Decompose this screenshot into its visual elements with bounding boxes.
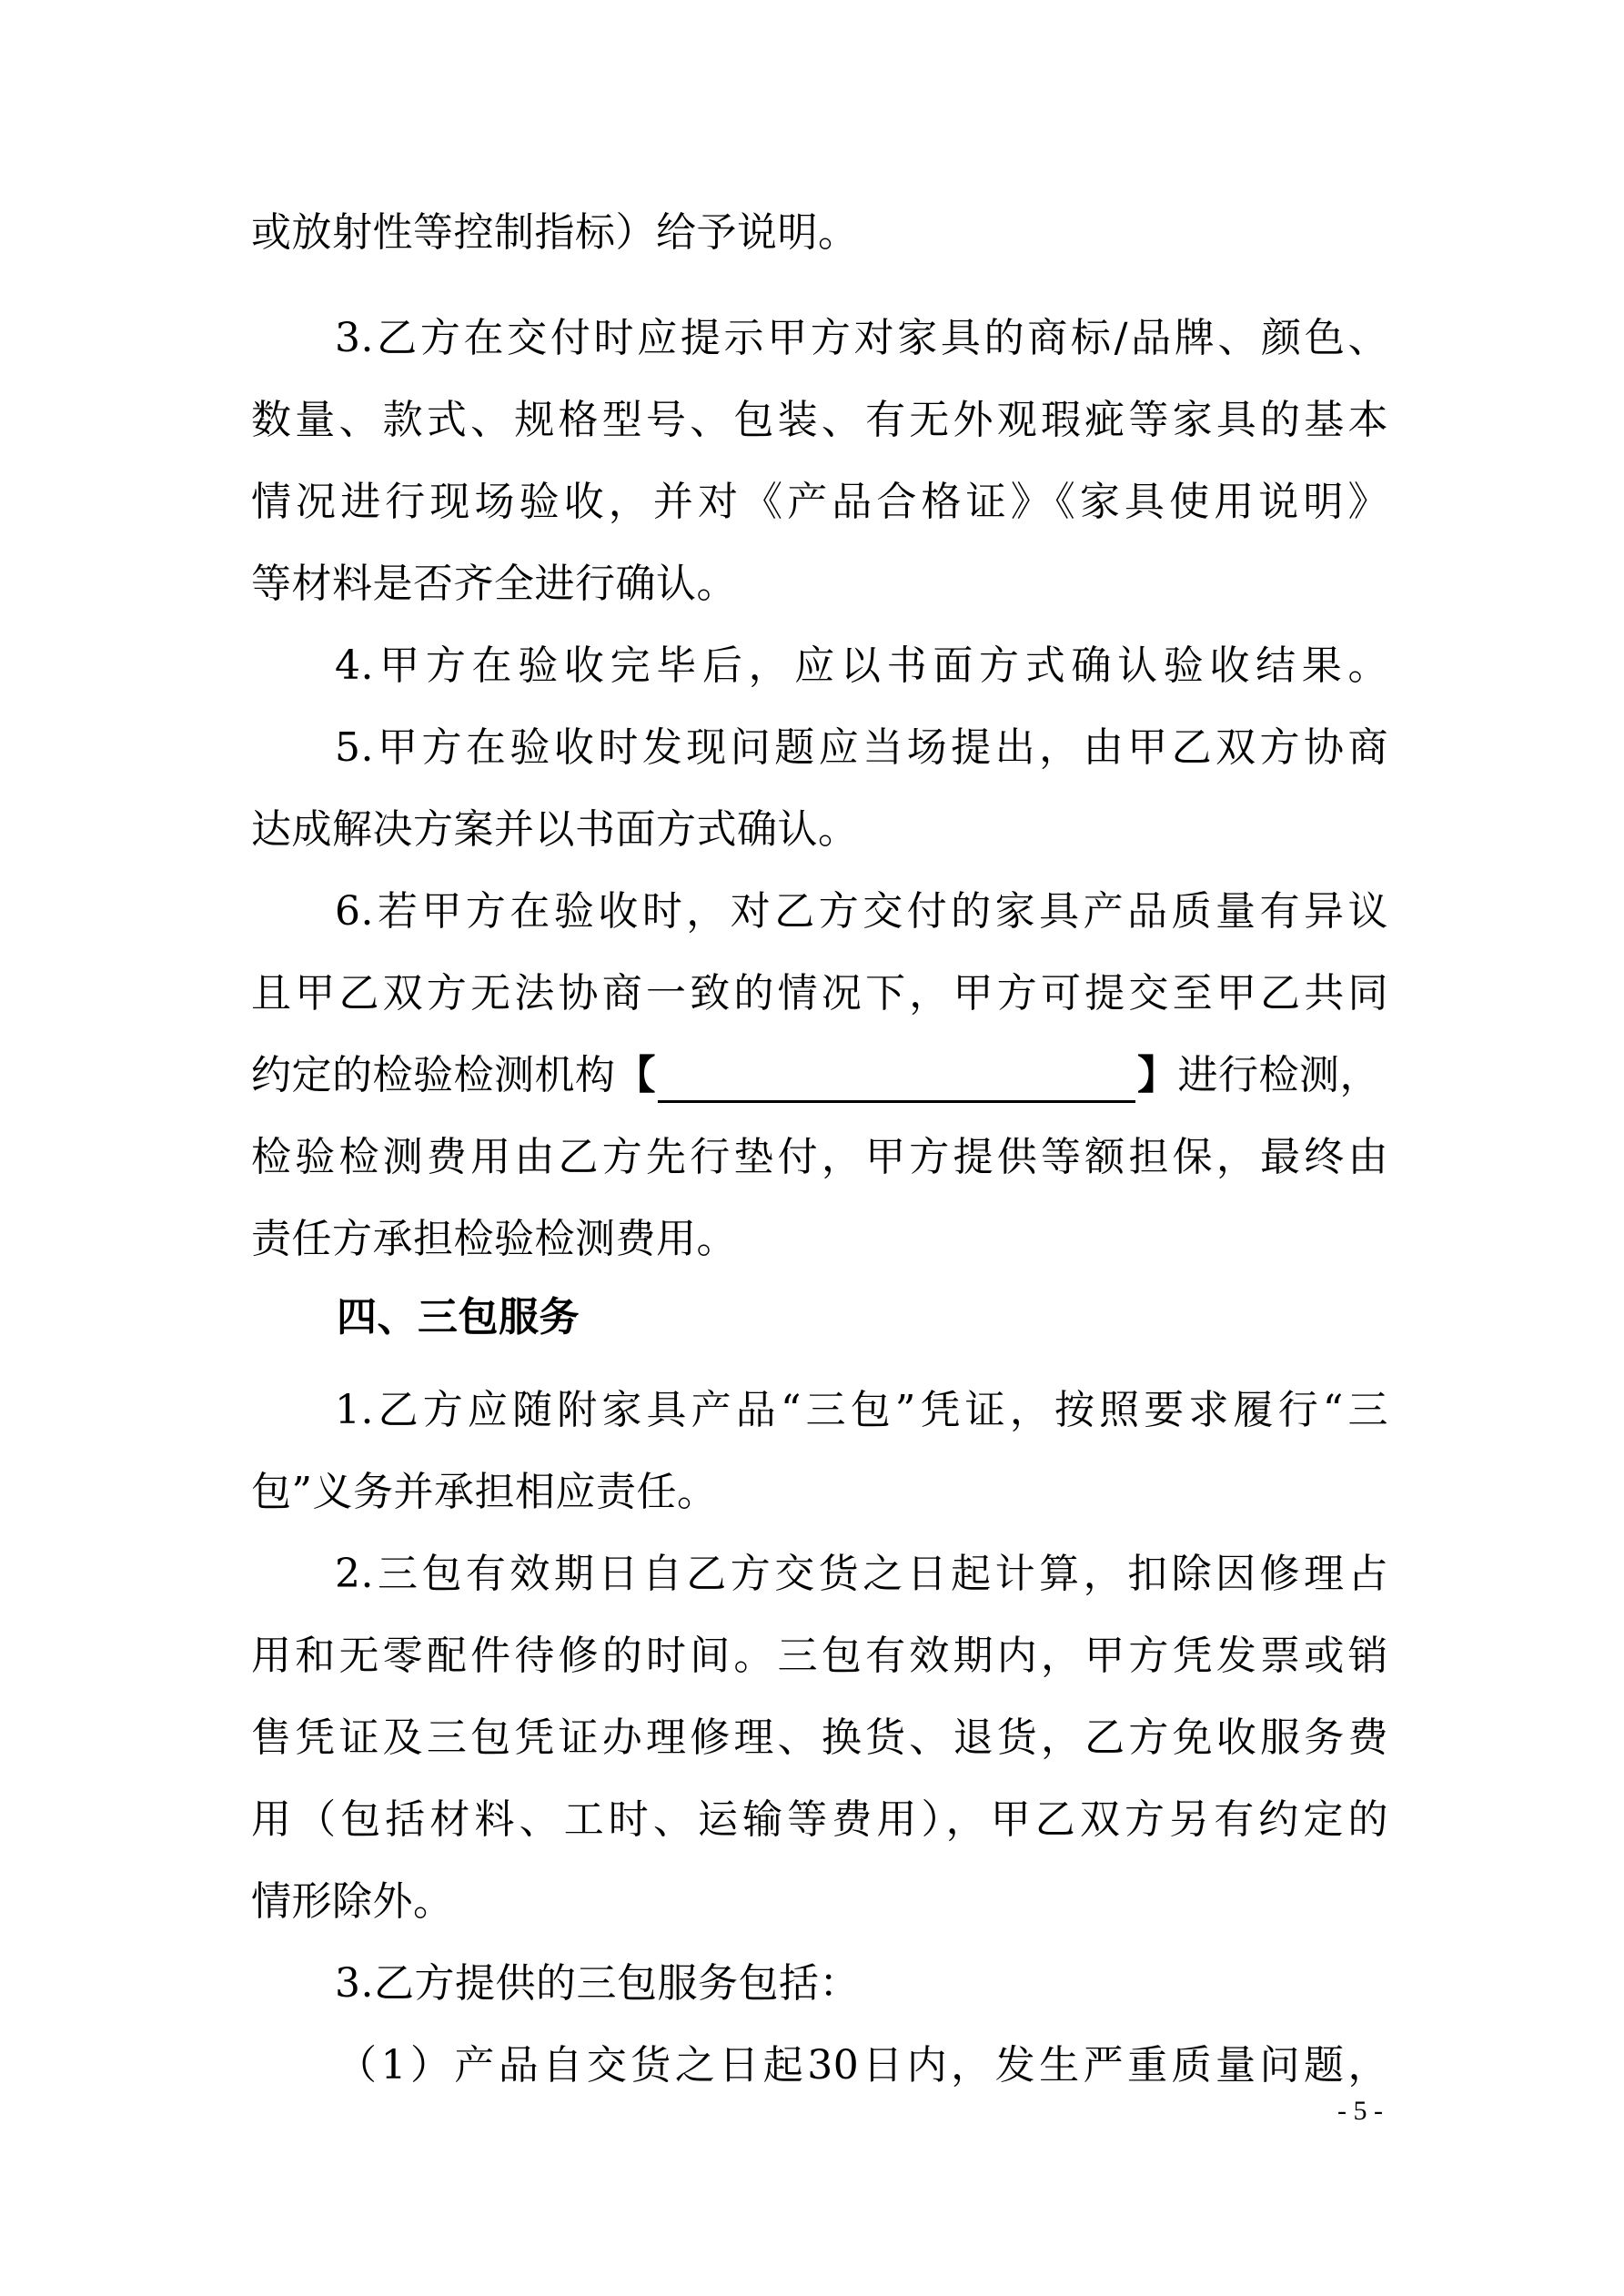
text-line: 用和无零配件待修的时间。三包有效期内，甲方凭发票或销 bbox=[251, 1633, 1388, 1679]
text-line: 等材料是否齐全进行确认。 bbox=[251, 561, 737, 607]
text-line: 5.甲方在验收时发现问题应当场提出，由甲乙双方协商 bbox=[335, 724, 1388, 771]
close-bracket: 】 bbox=[1137, 1052, 1178, 1098]
text-line: 用（包括材料、工时、运输等费用），甲乙双方另有约定的 bbox=[251, 1796, 1388, 1843]
text-line: 包”义务并承担相应责任。 bbox=[251, 1469, 718, 1515]
text-line: 售凭证及三包凭证办理修理、换货、退货，乙方免收服务费 bbox=[251, 1714, 1388, 1761]
text-line-with-blank bbox=[251, 1048, 1388, 1103]
fill-in-blank[interactable] bbox=[658, 1064, 1135, 1103]
text-line: 或放射性等控制指标）给予说明。 bbox=[251, 209, 859, 256]
text-segment: 约定的检验检测机构 bbox=[251, 1052, 616, 1098]
text-line: 6.若甲方在验收时，对乙方交付的家具产品质量有异议 bbox=[335, 888, 1388, 935]
text-line: 3.乙方提供的三包服务包括： bbox=[335, 1960, 860, 2007]
text-line: 3.乙方在交付时应提示甲方对家具的商标/品牌、颜色、 bbox=[335, 315, 1388, 361]
open-bracket: 【 bbox=[615, 1052, 656, 1098]
text-line: 责任方承担检验检测费用。 bbox=[251, 1216, 737, 1262]
text-line: 达成解决方案并以书面方式确认。 bbox=[251, 806, 859, 853]
text-line: 数量、款式、规格型号、包装、有无外观瑕疵等家具的基本 bbox=[251, 397, 1388, 443]
text-line: 且甲乙双方无法协商一致的情况下，甲方可提交至甲乙共同 bbox=[251, 970, 1388, 1017]
text-line: 2.三包有效期日自乙方交货之日起计算，扣除因修理占 bbox=[335, 1551, 1388, 1597]
page-number: - 5 - bbox=[1337, 2096, 1383, 2126]
section-heading: 四、三包服务 bbox=[337, 1294, 580, 1340]
text-line: 4.甲方在验收完毕后，应以书面方式确认验收结果。 bbox=[335, 642, 1388, 689]
text-line: 1.乙方应随附家具产品“三包”凭证，按照要求履行“三 bbox=[335, 1387, 1388, 1433]
text-segment: 进行检测， bbox=[1177, 1052, 1380, 1098]
text-line: 检验检测费用由乙方先行垫付，甲方提供等额担保，最终由 bbox=[251, 1134, 1388, 1180]
text-line: 情形除外。 bbox=[251, 1878, 454, 1925]
text-line: （1）产品自交货之日起30日内，发生严重质量问题， bbox=[337, 2042, 1388, 2089]
text-line: 情况进行现场验收，并对《产品合格证》《家具使用说明》 bbox=[251, 479, 1388, 525]
